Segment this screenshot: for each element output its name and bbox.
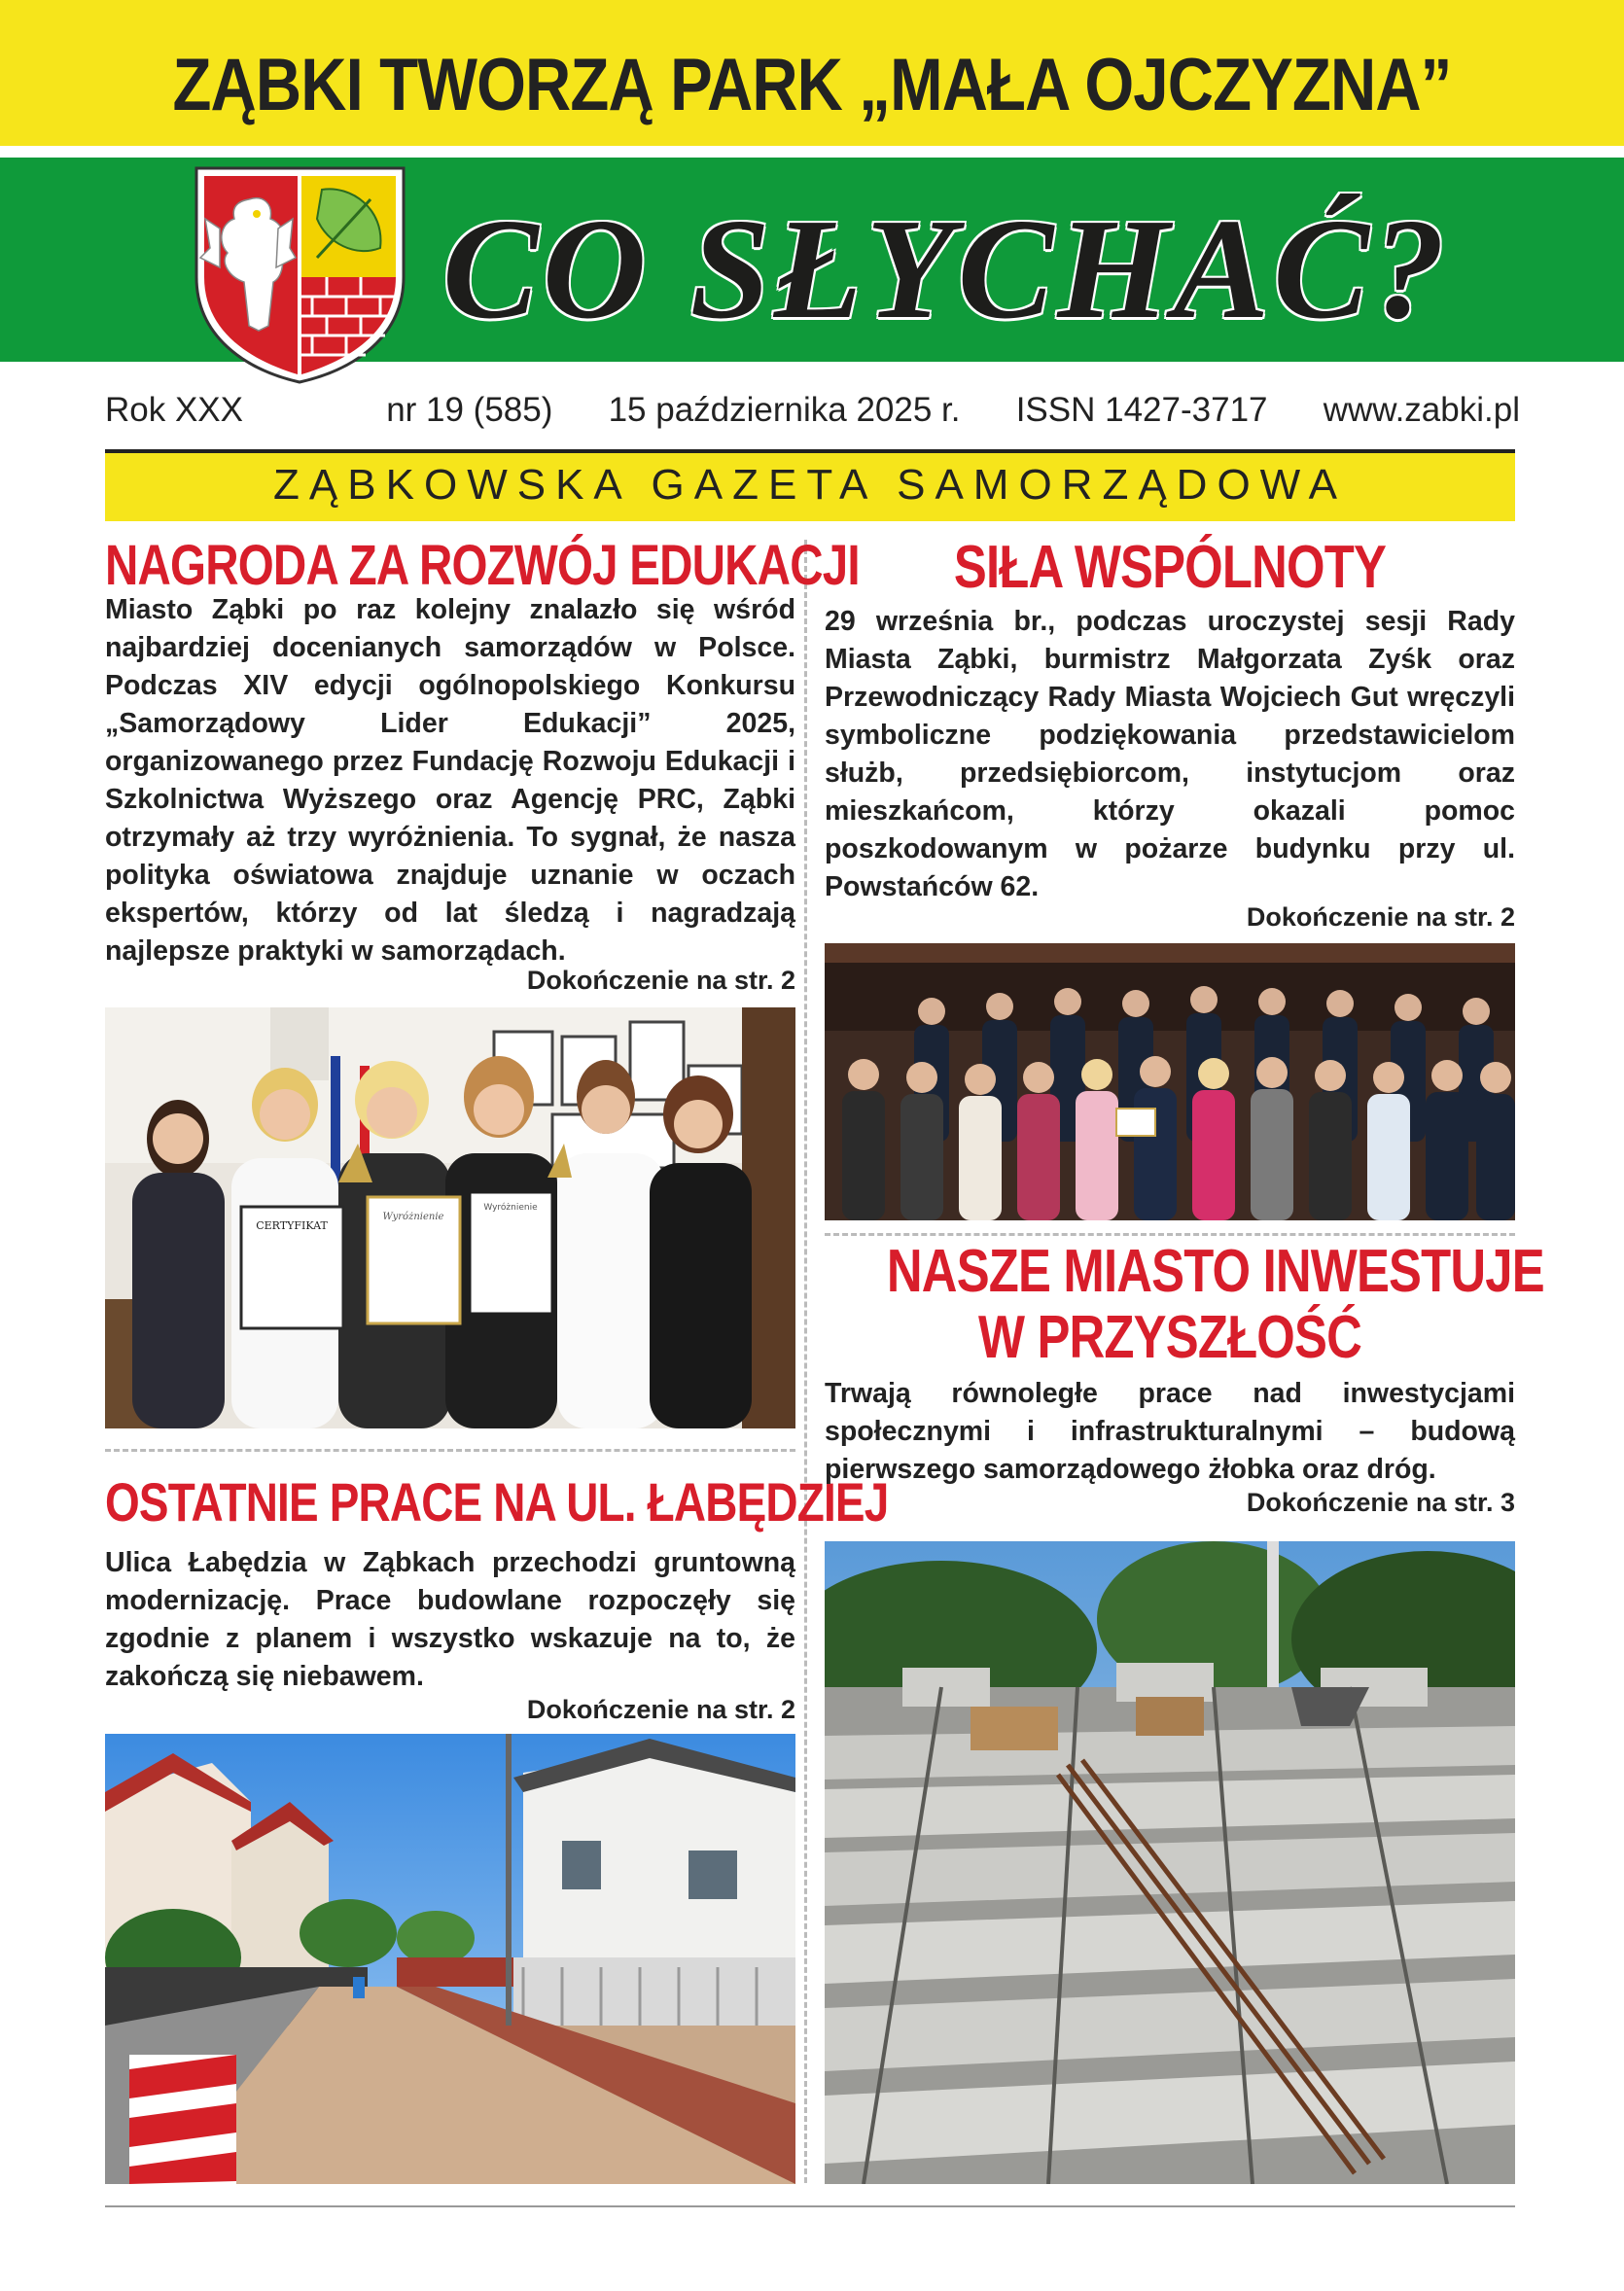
article-inwestycje-headline-line2[interactable]: W PRZYSZŁOŚĆ xyxy=(977,1304,1362,1371)
article-wspolnota-headline[interactable]: SIŁA WSPÓLNOTY xyxy=(953,534,1387,601)
gazette-subtitle: ZĄBKOWSKA GAZETA SAMORZĄDOWA xyxy=(273,461,1347,509)
photo-street-labedzia xyxy=(105,1734,795,2184)
article-labedzia-more-link[interactable]: Dokończenie na str. 2 xyxy=(526,1695,795,1724)
certificate-label: CERTYFIKAT xyxy=(256,1219,328,1232)
top-banner-headline: ZĄBKI TWORZĄ PARK „MAŁA OJCZYZNA” xyxy=(172,44,1452,126)
bottom-rule xyxy=(105,2205,1515,2207)
article-inwestycje-headline-line1[interactable]: NASZE MIASTO INWESTUJE xyxy=(886,1238,1544,1305)
article-labedzia-body: Ulica Łabędzia w Ząbkach przechodzi gruntowną modernizację. Prace budowlane rozpoczęły się zgodnie z planem i wszystko wskazuje na to, że zakończą się niebawem. xyxy=(105,1547,795,1692)
issn: ISSN 1427-3717 xyxy=(1015,391,1268,429)
section-divider xyxy=(825,1233,1515,1236)
article-wspolnota-more-link[interactable]: Dokończenie na str. 2 xyxy=(1246,902,1515,932)
website-link[interactable]: www.zabki.pl xyxy=(1323,391,1520,429)
coat-of-arms-icon xyxy=(191,160,409,384)
article-edukacja-body: Miasto Ząbki po raz kolejny znalazło się wśród najbardziej docenianych samorządów w Polsce. Podczas XIV edycji ogólnopolskiego Konkursu „Samorządowy Lider Edukacji” 2025, organizowanego przez Fundację Rozwoju Edukacji i Szkolnictwa Wyższego oraz Agencję PRC, Ząbki otrzymały aż trzy wyróżnienia. To sygnał, że nasza polityka oświatowa znajduje uznanie w oczach ekspertów, którzy od lat śledzą i nagradzają najlepsze praktyki w samorządach. xyxy=(105,594,795,967)
article-inwestycje-body: Trwają równoległe prace nad inwestycjami społecznymi i infrastrukturalnymi – budową pierwszego samorządowego żłobka oraz dróg. xyxy=(825,1378,1515,1485)
section-divider xyxy=(105,1449,795,1452)
award-label: Wyróżnienie xyxy=(382,1212,444,1222)
article-edukacja-more-link[interactable]: Dokończenie na str. 2 xyxy=(526,966,795,995)
column-divider xyxy=(804,540,807,2183)
article-edukacja-headline[interactable]: NAGRODA ZA ROZWÓJ EDUKACJI xyxy=(105,534,860,597)
award-label: Wyróżnienie xyxy=(483,1203,538,1213)
issue-meta xyxy=(105,391,1520,430)
article-inwestycje-more-link[interactable]: Dokończenie na str. 3 xyxy=(1246,1488,1515,1517)
masthead-title: CO SŁYCHAĆ? xyxy=(442,190,1449,349)
article-wspolnota-body: 29 września br., podczas uroczystej sesji Rady Miasta Ząbki, burmistrz Małgorzata Zyśk oraz Przewodniczący Rady Miasta Wojciech Gut wręczyli symboliczne podziękowania przedstawicielom służb, przedsiębiorcom, instytucjom oraz mieszkańcom, którzy okazali pomoc poszkodowanym w pożarze budynku przy ul. Powstańców 62. xyxy=(825,606,1515,902)
photo-construction-site xyxy=(825,1541,1515,2184)
photo-council-session xyxy=(825,943,1515,1220)
article-labedzia-headline[interactable]: OSTATNIE PRACE NA UL. ŁABĘDZIEJ xyxy=(105,1471,889,1533)
issue-year: Rok XXX xyxy=(105,391,243,429)
photo-education-award xyxy=(105,1007,795,1428)
issue-date: 15 października 2025 r. xyxy=(608,391,961,429)
issue-number: nr 19 (585) xyxy=(386,391,553,429)
